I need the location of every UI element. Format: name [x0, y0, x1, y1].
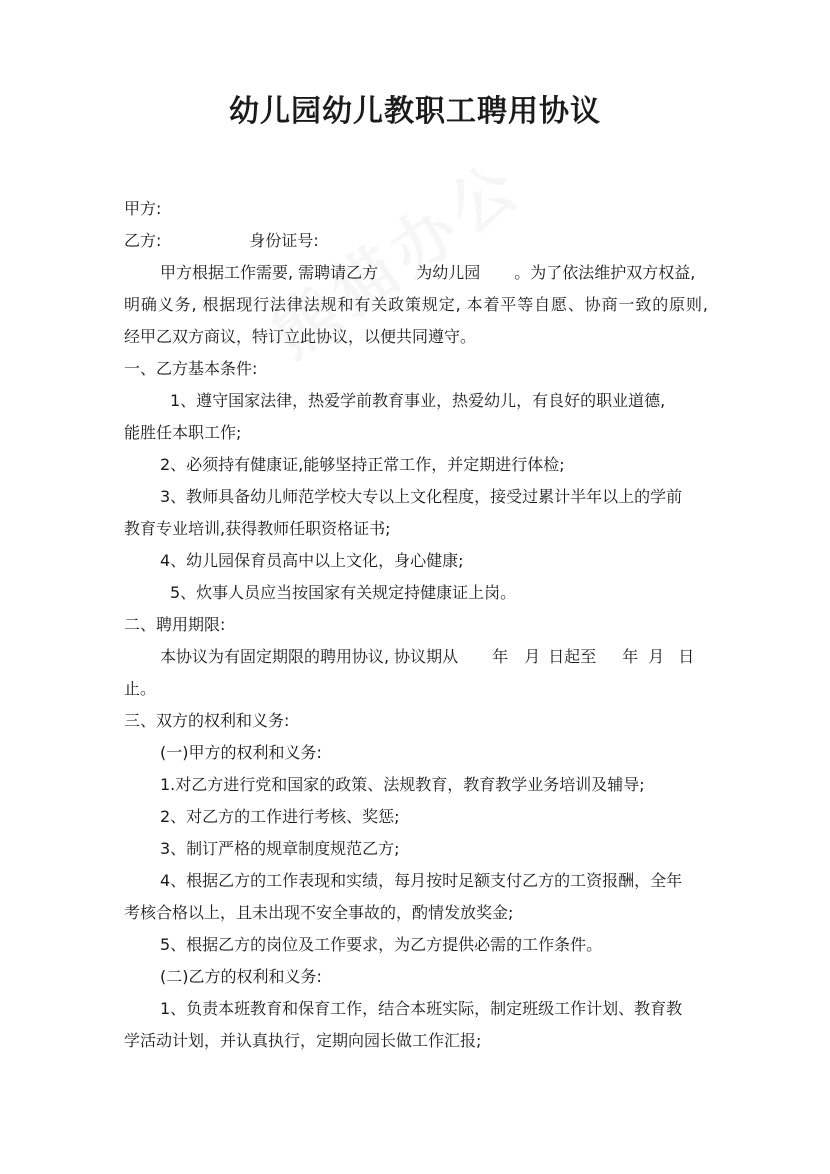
section-3-sub-1: (一)甲方的权利和义务: — [160, 743, 322, 762]
term-year: 年 — [492, 647, 509, 666]
section-3-a3: 3、制订严格的规章制度规范乙方; — [160, 839, 400, 858]
intro-line-1 — [124, 257, 708, 289]
section-3-a4-cont: 考核合格以上，且未出现不安全事故的，酌情发放奖金; — [124, 903, 514, 922]
term-month: 月 — [524, 647, 541, 666]
section-3-a5: 5、根据乙方的岗位及工作要求，为乙方提供必需的工作条件。 — [160, 935, 603, 954]
intro-text: 甲方根据工作需要, 需聘请乙方 — [160, 263, 379, 282]
term-month: 月 — [648, 647, 665, 666]
section-1-heading: 一、乙方基本条件: — [124, 359, 258, 378]
section-3-b1: 1、负责本班教育和保育工作，结合本班实际，制定班级工作计划、教育教 — [160, 999, 683, 1018]
section-2-line-1 — [124, 641, 708, 673]
section-1-item-3: 3、教师具备幼儿师范学校大专以上文化程度，接受过累计半年以上的学前 — [160, 487, 683, 506]
section-1-item-1: 1、遵守国家法律，热爱学前教育事业，热爱幼儿，有良好的职业道德, — [170, 391, 666, 410]
term-year: 年 — [622, 647, 639, 666]
section-1-item-3-cont: 教育专业培训,获得教师任职资格证书; — [124, 519, 391, 538]
section-2-heading: 二、聘用期限: — [124, 615, 226, 634]
term-day: 日 — [678, 647, 695, 666]
section-1-item-2: 2、必须持有健康证,能够坚持正常工作，并定期进行体检; — [160, 455, 565, 474]
term-day-from: 日起至 — [548, 647, 597, 666]
intro-text: 为幼儿园 — [416, 263, 481, 282]
term-text: 本协议为有固定期限的聘用协议, 协议期从 — [160, 647, 459, 666]
document-title: 幼儿园幼儿教职工聘用协议 — [229, 94, 601, 129]
intro-text: 。为了依法维护双方权益, — [514, 263, 696, 282]
id-number-label: 身份证号: — [249, 231, 319, 250]
party-b-line — [124, 225, 708, 257]
section-3-a4: 4、根据乙方的工作表现和实绩，每月按时足额支付乙方的工资报酬，全年 — [160, 871, 683, 890]
section-1-item-5: 5、炊事人员应当按国家有关规定持健康证上岗。 — [170, 583, 517, 602]
section-3-sub-2: (二)乙方的权利和义务: — [160, 967, 322, 986]
section-3-b1-cont: 学活动计划，并认真执行，定期向园长做工作汇报; — [124, 1031, 482, 1050]
party-a-label: 甲方: — [124, 199, 162, 218]
intro-line-2: 明确义务, 根据现行法律法规和有关政策规定, 本着平等自愿、协商一致的原则, — [124, 295, 708, 314]
intro-line-3: 经甲乙双方商议，特订立此协议，以便共同遵守。 — [124, 327, 477, 346]
section-3-a2: 2、对乙方的工作进行考核、奖惩; — [160, 807, 400, 826]
party-a-line — [124, 193, 708, 225]
party-b-label: 乙方: — [124, 231, 162, 250]
section-1-item-1-cont: 能胜任本职工作; — [124, 423, 242, 442]
section-3-heading: 三、双方的权利和义务: — [124, 711, 290, 730]
section-3-a1: 1.对乙方进行党和国家的政策、法规教育，教育教学业务培训及辅导; — [160, 775, 645, 794]
document-body — [124, 193, 708, 1057]
section-1-item-4: 4、幼儿园保育员高中以上文化，身心健康; — [160, 551, 464, 570]
section-2-line-2: 止。 — [124, 679, 157, 698]
